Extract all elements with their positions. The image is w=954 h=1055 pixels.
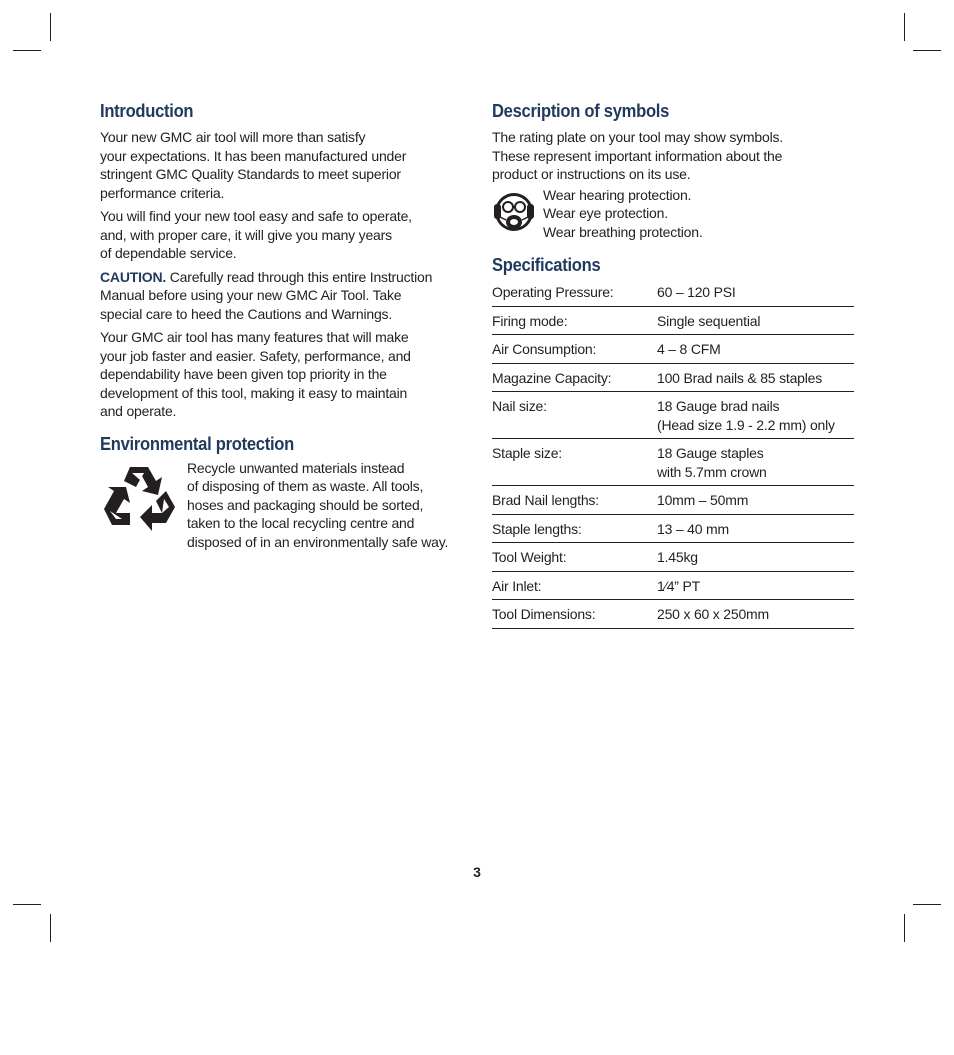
safety-ppe-icon [492,189,536,235]
spec-row [492,306,854,335]
spec-value: 1⁄4” PT [657,571,854,600]
spec-label: Tool Dimensions: [492,600,657,629]
symbol-breathing: Wear breathing protection. [543,223,703,240]
spec-label: Brad Nail lengths: [492,486,657,515]
crop-mark [13,50,41,51]
spec-label: Staple lengths: [492,514,657,543]
right-column [492,100,854,629]
features-paragraph: Your GMC air tool has many features that will make your job faster and easier. Safety, performance, and dependability have been given top priority in the development of this tool, making it easy to maintain and operate. [100,329,411,419]
symbols-intro: The rating plate on your tool may show symbols. These represent important information about the product or instructions on its use. [492,129,783,182]
intro-paragraph: Your new GMC air tool will more than satisfy your expectations. It has been manufactured under stringent GMC Quality Standards to meet superior performance criteria. [100,129,407,201]
crop-mark [50,914,51,942]
spec-row [492,600,854,629]
crop-mark [913,50,941,51]
spec-row [492,363,854,392]
spec-label: Operating Pressure: [492,282,657,306]
spec-value: Single sequential [657,306,854,335]
spec-row [492,571,854,600]
spec-label: Staple size: [492,439,657,486]
spec-value: 10mm – 50mm [657,486,854,515]
specifications-table [492,282,854,629]
environmental-block [100,459,452,552]
symbols-list [543,186,703,242]
spec-value: 60 – 120 PSI [657,282,854,306]
spec-value: 1.45kg [657,543,854,572]
left-column [100,100,452,551]
spec-label: Tool Weight: [492,543,657,572]
introduction-heading: Introduction [100,101,194,121]
spec-label: Air Consumption: [492,335,657,364]
crop-mark [904,13,905,41]
symbol-hearing: Wear hearing protection. [543,186,692,203]
spec-row [492,514,854,543]
caution-paragraph: CAUTION. Carefully read through this entire Instruction Manual before using your new GMC Air Tool. Take special care to heed the Cautions and Warnings. [100,268,433,322]
spec-label: Firing mode: [492,306,657,335]
spec-row [492,486,854,515]
spec-label: Air Inlet: [492,571,657,600]
crop-mark [13,904,41,905]
spec-row [492,543,854,572]
symbol-eye: Wear eye protection. [543,205,668,221]
environmental-heading: Environmental protection [100,433,294,454]
environmental-text: Recycle unwanted materials instead of disposing of them as waste. All tools, hoses and packaging should be sorted, taken to the local recycling centre and disposed of in an environmentally safe way. [187,459,449,550]
crop-mark [913,904,941,905]
spec-label: Nail size: [492,392,657,439]
caution-label: CAUTION. [100,268,167,285]
spec-row [492,335,854,364]
spec-row [492,282,854,306]
spec-value: 100 Brad nails & 85 staples [657,363,854,392]
spec-value: 4 – 8 CFM [657,335,854,364]
page-number: 3 [473,864,481,880]
symbol-block [492,186,854,242]
spec-row [492,439,854,486]
spec-value: 18 Gauge staples with 5.7mm crown [657,439,854,486]
specifications-heading: Specifications [492,255,601,275]
spec-value: 18 Gauge brad nails (Head size 1.9 - 2.2 mm) only [657,392,854,439]
symbols-heading: Description of symbols [492,101,670,121]
spec-row [492,392,854,439]
crop-mark [50,13,51,41]
spec-value: 13 – 40 mm [657,514,854,543]
crop-mark [904,914,905,942]
intro-paragraph: You will find your new tool easy and safe to operate, and, with proper care, it will give you many years of dependable service. [100,208,412,261]
spec-label: Magazine Capacity: [492,363,657,392]
spec-value: 250 x 60 x 250mm [657,600,854,629]
recycle-icon [100,461,178,539]
